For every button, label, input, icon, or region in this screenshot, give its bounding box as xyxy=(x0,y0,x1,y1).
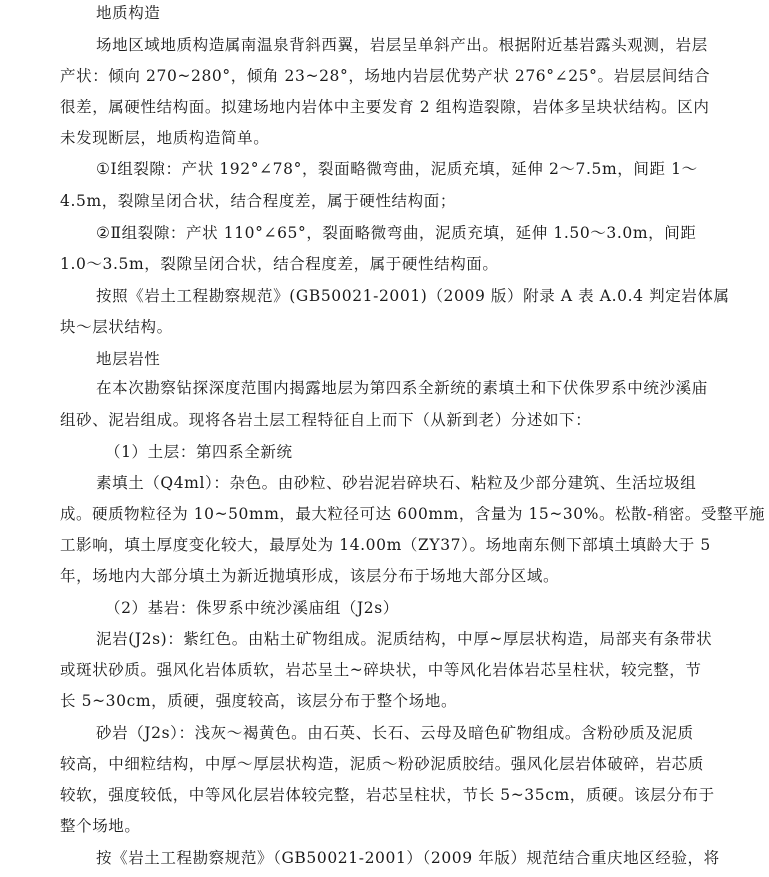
paragraph-line: 整个场地。 xyxy=(60,817,141,835)
paragraph-line: 按照《岩土工程勘察规范》(GB50021-2001)（2009 版）附录 A 表 A.0.4 判定岩体属 xyxy=(96,287,730,305)
paragraph-line: 较高，中细粒结构，中厚～厚层状构造，泥质～粉砂泥质胶结。强风化层岩体破碎，岩芯质 xyxy=(60,755,705,773)
paragraph-line: 泥岩(J2s)：紫红色。由粘土矿物组成。泥质结构，中厚~厚层状构造，局部夹有条带状 xyxy=(96,630,713,648)
paragraph-line: 或斑状砂质。强风化岩体质软，岩芯呈土~碎块状，中等风化岩体岩芯呈柱状，较完整，节 xyxy=(60,661,702,679)
paragraph-line: 场地区域地质构造属南温泉背斜西翼，岩层呈单斜产出。根据附近基岩露头观测，岩层 xyxy=(96,36,708,54)
section-heading-geologic-structure: 地质构造 xyxy=(96,4,161,22)
section-heading-stratum-lithology: 地层岩性 xyxy=(96,350,161,368)
fracture-set-1-line: ①Ⅰ组裂隙：产状 192°∠78°，裂面略微弯曲，泥质充填，延伸 2～7.5m，间距 1～ xyxy=(96,160,698,178)
paragraph-line: 1.0～3.5m，裂隙呈闭合状，结合程度差，属于硬性结构面。 xyxy=(60,255,499,273)
paragraph-line: 很差，属硬性结构面。拟建场地内岩体中主要发育 2 组构造裂隙，岩体多呈块状结构。区内 xyxy=(60,98,710,116)
paragraph-line: 较软，强度较低，中等风化层岩体较完整，岩芯呈柱状，节长 5~35cm，质硬。该层分布于 xyxy=(60,786,715,804)
subheading-soil-layer: （1）土层：第四系全新统 xyxy=(105,443,293,461)
paragraph-line: 成。硬质物粒径为 10~50mm，最大粒径可达 600mm，含量为 15~30%。松散-稍密。受整平施 xyxy=(60,505,766,523)
paragraph-line: 未发现断层，地质构造简单。 xyxy=(60,129,270,147)
paragraph-line: 块～层状结构。 xyxy=(60,318,173,336)
paragraph-line: 长 5~30cm，质硬，强度较高，该层分布于整个场地。 xyxy=(60,692,458,710)
paragraph-line: 工影响，填土厚度变化较大，最厚处为 14.00m（ZY37）。场地南东侧下部填土填龄大于 5 xyxy=(60,536,711,554)
paragraph-line: 按《岩土工程勘察规范》（GB50021-2001）（2009 年版）规范结合重庆地区经验，将 xyxy=(96,849,720,867)
paragraph-line: 年，场地内大部分填土为新近抛填形成，该层分布于场地大部分区域。 xyxy=(60,567,560,585)
fracture-set-2-line: ②Ⅱ组裂隙：产状 110°∠65°，裂面略微弯曲，泥质充填，延伸 1.50～3.0m，间距 xyxy=(96,224,697,242)
paragraph-line: 素填土（Q4ml）：杂色。由砂粒、砂岩泥岩碎块石、粘粒及少部分建筑、生活垃圾组 xyxy=(96,474,697,492)
paragraph-line: 在本次勘察钻探深度范围内揭露地层为第四系全新统的素填土和下伏侏罗系中统沙溪庙 xyxy=(96,379,708,397)
paragraph-line: 组砂、泥岩组成。现将各岩土层工程特征自上而下（从新到老）分述如下： xyxy=(60,411,592,429)
subheading-bedrock: （2）基岩：侏罗系中统沙溪庙组（J2s） xyxy=(105,599,399,617)
paragraph-line: 4.5m，裂隙呈闭合状，结合程度差，属于硬性结构面； xyxy=(60,192,456,210)
paragraph-line: 砂岩（J2s）：浅灰～褐黄色。由石英、长石、云母及暗色矿物组成。含粉砂质及泥质 xyxy=(96,724,694,742)
paragraph-line: 产状：倾向 270~280°，倾角 23~28°，场地内岩层优势产状 276°∠25°。岩层层间结合 xyxy=(60,67,711,85)
